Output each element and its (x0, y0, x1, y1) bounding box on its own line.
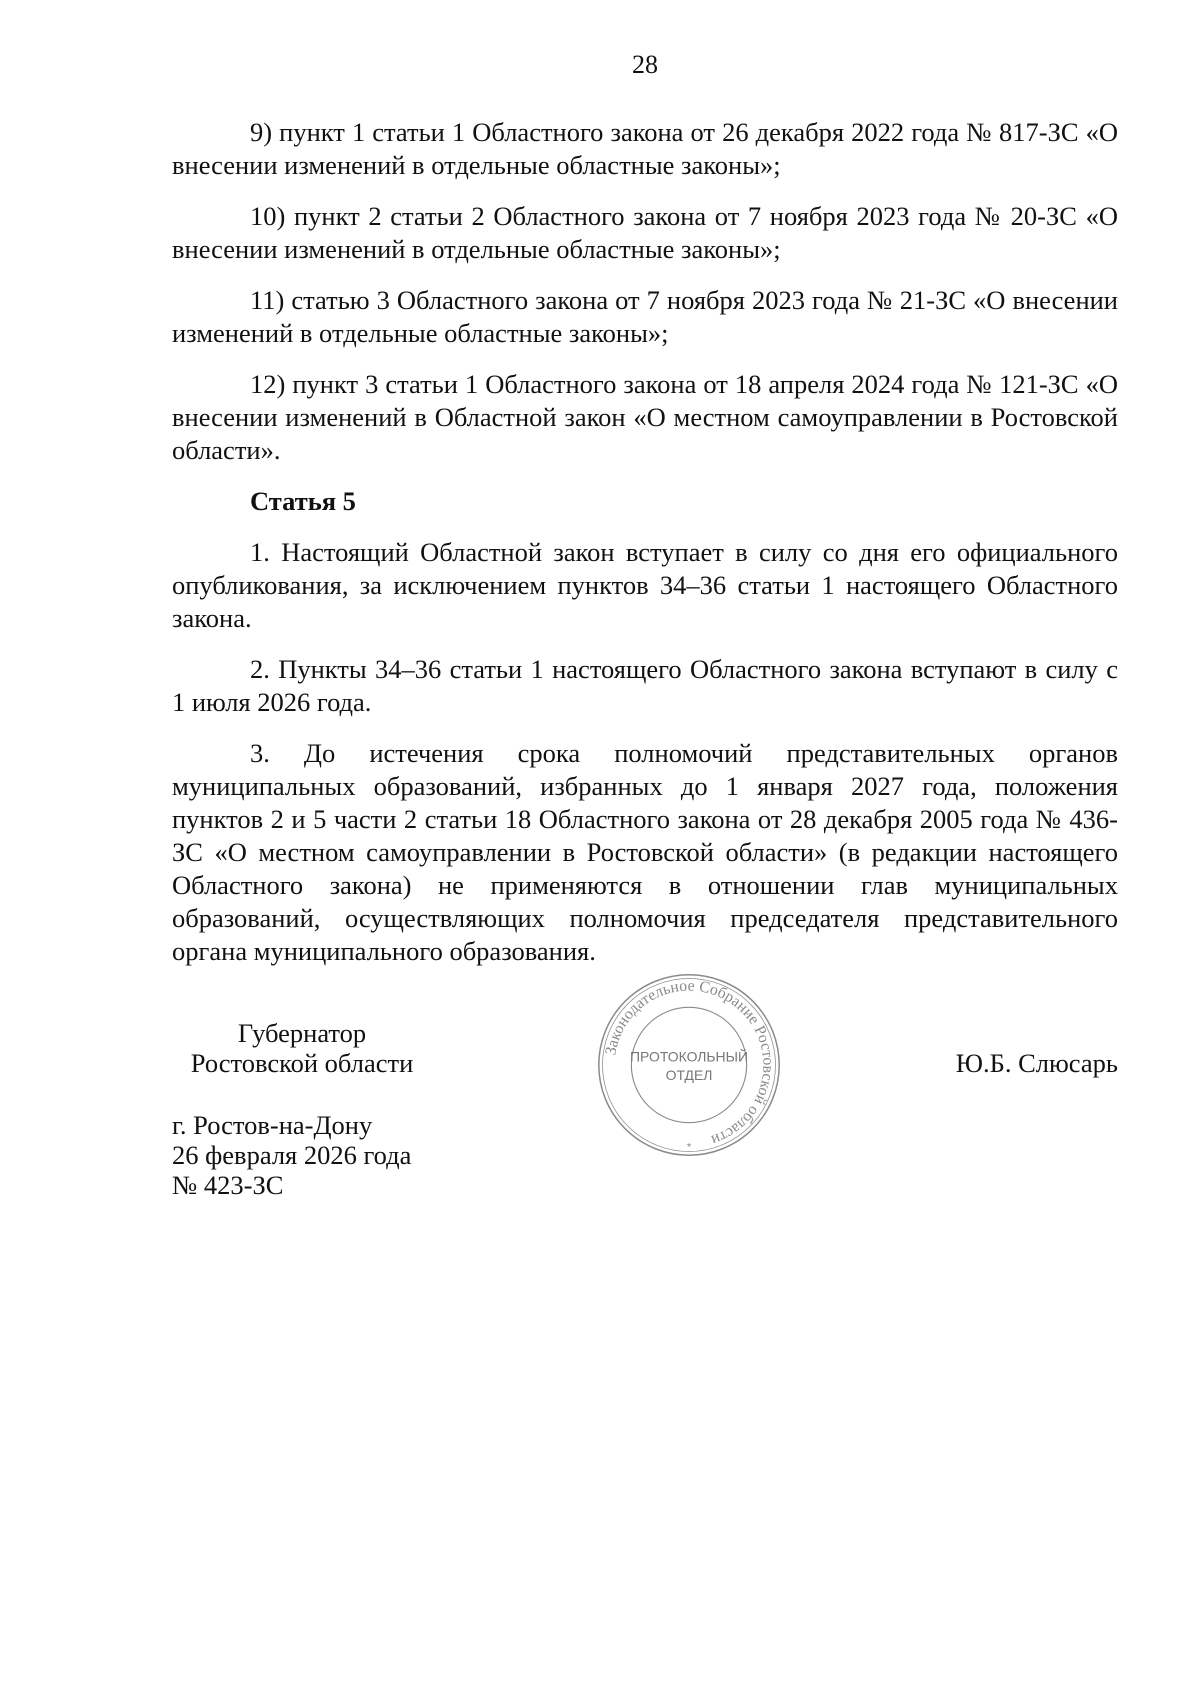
signatory-position-line1: Губернатор (237, 1018, 367, 1048)
list-item-10: 10) пункт 2 статьи 2 Областного закона от 7 ноября 2023 года № 20-ЗС «О внесении изменений в отдельные областные законы»; (172, 201, 1118, 264)
page-number: 28 (632, 50, 658, 79)
article-paragraph-3: 3. До истечения срока полномочий представительных органов муниципальных образований, избранных до 1 января 2027 года, положения пунктов 2 и 5 части 2 статьи 18 Областного закона от 28 декабря 2005 года № 436-ЗС «О местном самоуправлении в Ростовской области» (в редакции настоящего Областного закона) не применяются в отношении глав муниципальных образований, осуществляющих полномочия председателя представительного органа муниципального образования. (172, 738, 1118, 966)
place-date-block (172, 1110, 411, 1200)
city-line: г. Ростов-на-Дону (172, 1110, 373, 1140)
stamp-outer-text: Законодательное Собрание Ростовской области (602, 977, 777, 1149)
list-item-9: 9) пункт 1 статьи 1 Областного закона от 26 декабря 2022 года № 817-ЗС «О внесении изменений в отдельные областные законы»; (172, 117, 1118, 180)
stamp-inner-line2: ОТДЕЛ (665, 1066, 713, 1083)
signatory-position-line2: Ростовской области (190, 1048, 414, 1078)
stamp-inner-line1: ПРОТОКОЛЬНЫЙ (630, 1048, 748, 1065)
article-heading: Статья 5 (250, 486, 356, 516)
law-number-line: № 423-ЗС (172, 1170, 284, 1200)
article-paragraph-2: 2. Пункты 34–36 статьи 1 настоящего Областного закона вступают в силу с 1 июля 2026 года. (172, 654, 1118, 717)
stamp-star-icon: * (686, 1141, 692, 1154)
signatory-name: Ю.Б. Слюсарь (955, 1048, 1118, 1078)
list-item-12: 12) пункт 3 статьи 1 Областного закона от 18 апреля 2024 года № 121-ЗС «О внесении изменений в Областной закон «О местном самоуправлении в Ростовской области». (172, 369, 1118, 465)
official-stamp (596, 972, 782, 1158)
article-paragraph-1: 1. Настоящий Областной закон вступает в силу со дня его официального опубликования, за исключением пунктов 34–36 статьи 1 настоящего Областного закона. (172, 537, 1118, 633)
signatory-position (172, 1018, 432, 1078)
date-line: 26 февраля 2026 года (172, 1140, 412, 1170)
document-body (172, 116, 1118, 986)
list-item-11: 11) статью 3 Областного закона от 7 ноября 2023 года № 21-ЗС «О внесении изменений в отдельные областные законы»; (172, 285, 1118, 348)
